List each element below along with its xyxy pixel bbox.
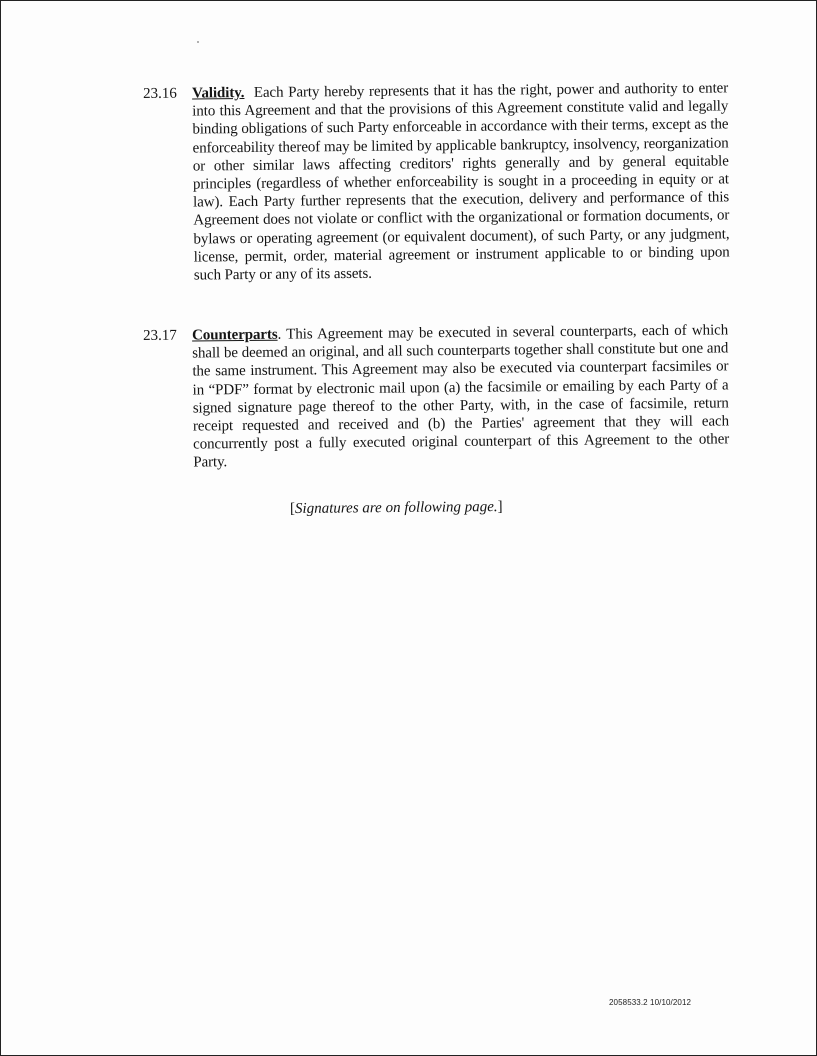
document-id-footer: 2058533.2 10/10/2012 — [609, 998, 692, 1007]
section-heading: Counterparts — [192, 326, 278, 344]
bracket-open: [ — [289, 500, 296, 518]
section-text: Each Party hereby represents that it has the right, power and authority to enter into this Agreement and that the provisions of this Agreement constitute valid and legally binding obligations of such Party enforceable in accordance with their terms, except as the enforceability thereof may be limited by applicable bankruptcy, insolvency, reorganization or other similar laws affecting creditors' rights generally and by general equitable principles (regardless of whether enforceability is sought in a proceeding in equity or at law). Each Party further represents that the execution, delivery and performance of this Agreement does not violate or conflict with the organizational or formation documents, or bylaws or operating agreement (or equivalent document), of such Party, or any judgment, license, permit, order, material agreement or instrument applicable to or binding upon such Party or any of its assets. — [192, 80, 730, 284]
section-23-17 — [143, 321, 729, 472]
section-23-16 — [143, 79, 730, 285]
section-heading: Validity. — [192, 85, 245, 102]
signatures-note — [290, 498, 503, 518]
scan-speck — [197, 41, 199, 43]
bracket-close: ] — [497, 498, 503, 516]
section-body — [192, 79, 730, 284]
section-text: . This Agreement may be executed in several counterparts, each of which shall be deemed an original, and all such counterparts together shall constitute but one and the same instrument. This Agreement may also be executed via counterpart facsimiles or in “PDF” format by electronic mail upon (a) the facsimile or emailing by each Party of a signed signature page thereof to the other Party, with, in the case of facsimile, return receipt requested and received and (b) the Parties' agreement that they will each concurrently post a fully executed original counterpart of this Agreement to the other Party. — [192, 322, 730, 471]
signatures-note-text: Signatures are on following page. — [294, 499, 498, 517]
section-number: 23.17 — [143, 327, 177, 344]
section-body — [192, 321, 729, 472]
section-number: 23.16 — [143, 85, 177, 102]
